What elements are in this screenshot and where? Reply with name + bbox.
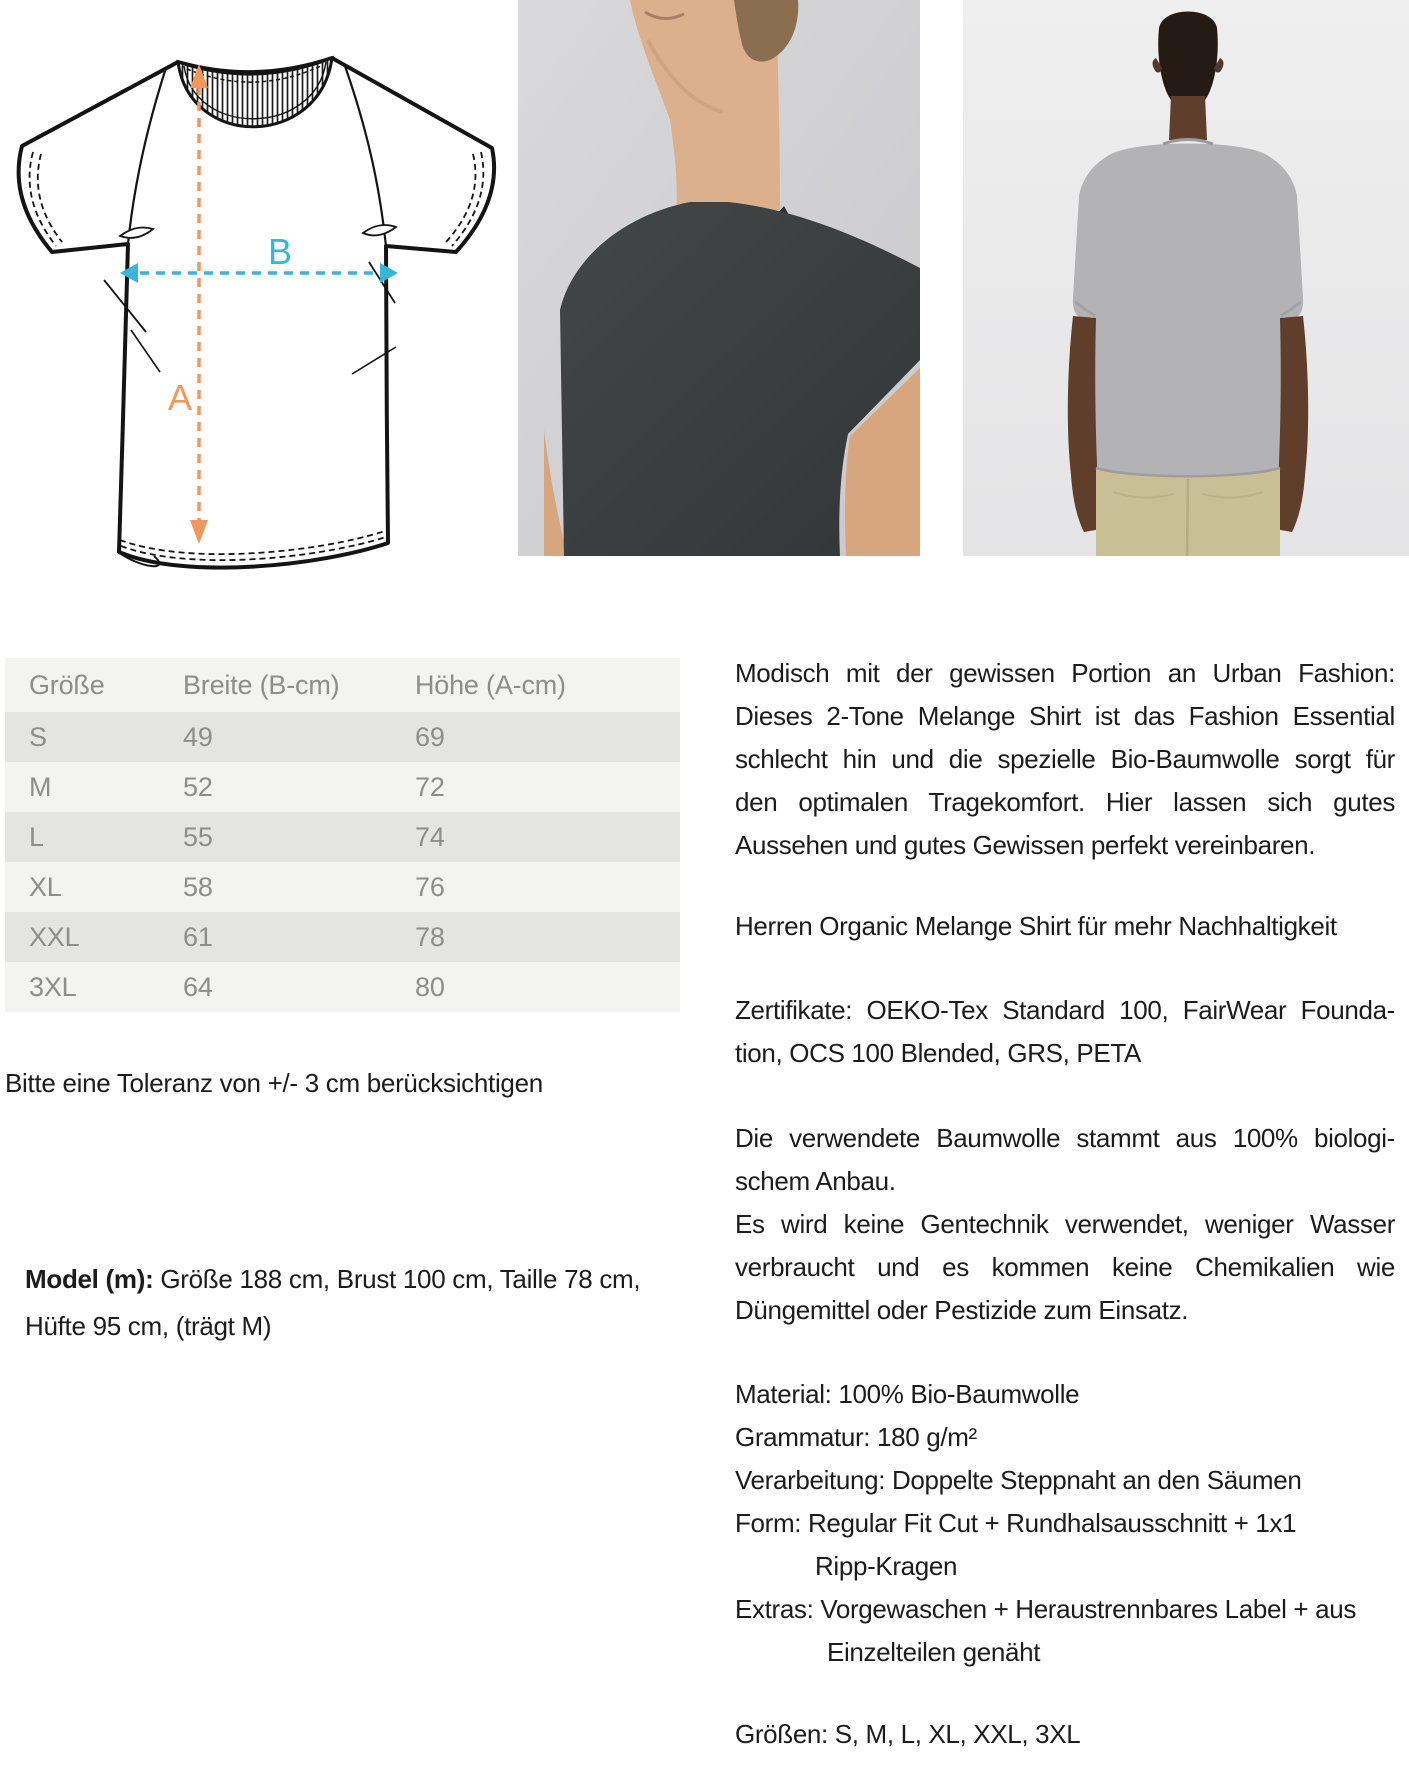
available-sizes: Größen: S, M, L, XL, XXL, 3XL xyxy=(735,1719,1081,1749)
description-line: schem Anbau. xyxy=(735,1166,896,1196)
tolerance-note: Bitte eine Toleranz von +/- 3 cm berücksichtigen xyxy=(5,1068,543,1098)
description-paragraph-sizes xyxy=(735,1713,1395,1756)
spec-form: Form: Regular Fit Cut + Rundhalsausschnitt + 1x1 xyxy=(735,1508,1297,1538)
column-header-hoehe: Höhe (A-cm) xyxy=(415,669,566,700)
table-cell: M xyxy=(29,771,52,802)
table-row-3xl xyxy=(5,962,680,1012)
table-cell: 74 xyxy=(415,821,445,852)
column-header-breite: Breite (B-cm) xyxy=(183,669,340,700)
table-row-s xyxy=(5,712,680,762)
spec-grammatur: Grammatur: 180 g/m² xyxy=(735,1422,977,1452)
table-cell: XXL xyxy=(29,921,80,952)
description-line: schlecht hin und die spezielle Bio-Baumwolle sorgt für xyxy=(735,744,1395,774)
table-cell: 76 xyxy=(415,871,445,902)
tshirt-measure-diagram xyxy=(0,0,520,600)
spec-verarbeitung: Verarbeitung: Doppelte Steppnaht an den Säumen xyxy=(735,1465,1302,1495)
table-cell: 61 xyxy=(183,921,213,952)
description-paragraph-cotton xyxy=(735,1117,1395,1332)
description-paragraph-intro xyxy=(735,652,1395,867)
description-paragraph-certificates xyxy=(735,989,1395,1075)
description-line: verbraucht und es kommen keine Chemikalien wie xyxy=(735,1252,1395,1282)
table-row-xxl xyxy=(5,912,680,962)
tshirt-outline xyxy=(19,58,494,568)
spec-extras: Extras: Vorgewaschen + Heraustrennbares Label + aus xyxy=(735,1594,1356,1624)
table-cell: 55 xyxy=(183,821,213,852)
size-table-header-row xyxy=(5,658,680,712)
model-front-detail-photo xyxy=(518,0,920,556)
back-neck xyxy=(1169,96,1207,140)
model-info-line1 xyxy=(25,1256,640,1303)
description-line: Düngemittel oder Pestizide zum Einsatz. xyxy=(735,1295,1189,1325)
table-cell: 64 xyxy=(183,971,213,1002)
model-info xyxy=(25,1256,640,1350)
description-line: Dieses 2-Tone Melange Shirt ist das Fashion Essential xyxy=(735,701,1395,731)
back-pants-center-seam xyxy=(1187,479,1188,556)
size-table xyxy=(5,658,680,1012)
table-cell: 80 xyxy=(415,971,445,1002)
table-cell: 69 xyxy=(415,721,445,752)
description-line: Die verwendete Baumwolle stammt aus 100% biologi- xyxy=(735,1123,1395,1153)
table-cell: XL xyxy=(29,871,62,902)
model-back-photo xyxy=(963,0,1409,556)
model-info-measurements: Größe 188 cm, Brust 100 cm, Taille 78 cm, xyxy=(153,1264,641,1294)
spec-material: Material: 100% Bio-Baumwolle xyxy=(735,1379,1080,1409)
description-line: Aussehen und gutes Gewissen perfekt vereinbaren. xyxy=(735,830,1316,860)
width-label: B xyxy=(268,231,293,272)
table-cell: L xyxy=(29,821,44,852)
table-row-m xyxy=(5,762,680,812)
table-cell: 52 xyxy=(183,771,213,802)
description-line: Modisch mit der gewissen Portion an Urban Fashion: xyxy=(735,658,1395,688)
spec-form-continued: Ripp-Kragen xyxy=(815,1551,958,1581)
spec-extras-continued: Einzelteilen genäht xyxy=(827,1637,1041,1667)
table-cell: 72 xyxy=(415,771,445,802)
tshirt-diagram-svg xyxy=(0,0,520,600)
model-info-line2: Hüfte 95 cm, (trägt M) xyxy=(25,1311,272,1341)
table-cell: 49 xyxy=(183,721,213,752)
table-cell: 78 xyxy=(415,921,445,952)
description-paragraph-specs xyxy=(735,1373,1395,1674)
description-line: Es wird keine Gentechnik verwendet, weniger Wasser xyxy=(735,1209,1395,1239)
description-line: den optimalen Tragekomfort. Hier lassen sich gutes xyxy=(735,787,1395,817)
description-line: tion, OCS 100 Blended, GRS, PETA xyxy=(735,1038,1141,1068)
description-paragraph-subtitle xyxy=(735,905,1395,948)
height-label: A xyxy=(167,377,192,418)
back-head xyxy=(1158,12,1218,101)
table-row-l xyxy=(5,812,680,862)
table-row-xl xyxy=(5,862,680,912)
column-header-groesse: Größe xyxy=(29,669,105,700)
table-cell: S xyxy=(29,721,47,752)
description-line: Zertifikate: OEKO-Tex Standard 100, FairWear Founda- xyxy=(735,995,1395,1025)
back-shirt xyxy=(1073,144,1303,478)
table-cell: 58 xyxy=(183,871,213,902)
table-cell: 3XL xyxy=(29,971,77,1002)
description-line: Herren Organic Melange Shirt für mehr Nachhaltigkeit xyxy=(735,911,1337,941)
model-info-label: Model (m): xyxy=(25,1264,154,1294)
